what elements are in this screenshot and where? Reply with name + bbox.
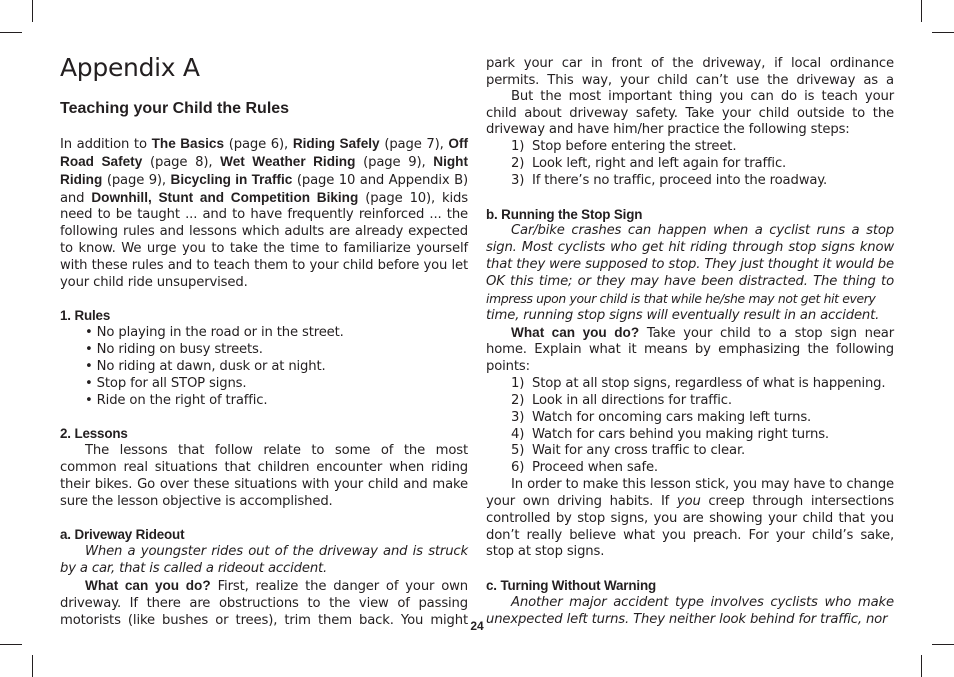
rules-heading: 1. Rules — [60, 308, 111, 324]
turning-heading: c. Turning Without Warning — [486, 578, 657, 594]
driveway-definition: When a youngster rides out of the driveway and is struck by a car, that is called a rideout accident. — [60, 544, 468, 577]
list-item: 3) Watch for oncoming cars making left turns. — [511, 409, 812, 425]
list-item: • Stop for all STOP signs. — [85, 376, 468, 393]
crop-mark — [932, 644, 954, 645]
list-item: 1) Stop before entering the street. — [511, 139, 737, 155]
list-item: 4) Watch for cars behind you making right turns. — [511, 426, 829, 442]
stop-sign-advice: What can you do? Take your child to a stop sign near home. Explain what it means by emphasizing the following points: — [486, 324, 894, 375]
crop-mark — [0, 32, 22, 33]
crop-mark — [932, 32, 954, 33]
list-item: 1) Stop at all stop signs, regardless of what is happening. — [511, 376, 886, 392]
right-column — [486, 55, 894, 629]
left-column — [60, 136, 468, 628]
crop-mark — [921, 655, 922, 677]
list-item: 5) Wait for any cross traffic to clear. — [511, 443, 746, 459]
page-number: 24 — [470, 619, 484, 633]
driveway-paragraph: But the most important thing you can do is teach your child about driveway safety. Take your child outside to the driveway and have him/her practice the following steps: — [486, 88, 894, 138]
list-item: 6) Proceed when safe. — [511, 460, 658, 476]
crop-mark — [0, 644, 22, 645]
turning-definition: Another major accident type involves cyclists who make unexpected left turns. They neither look behind for traffic, nor — [486, 595, 894, 627]
section-title: Teaching your Child the Rules — [60, 100, 290, 117]
rules-list — [60, 325, 468, 409]
lessons-paragraph: The lessons that follow relate to some of the most common real situations that children encounter when riding their bikes. Go over these situations with your child and make sure the lesson objective is accomplished. — [60, 443, 468, 509]
list-item: 2) Look left, right and left again for traffic. — [511, 156, 787, 172]
list-item: • Ride on the right of traffic. — [85, 393, 468, 410]
list-item: 3) If there’s no traffic, proceed into the roadway. — [511, 172, 828, 188]
list-item: • No riding at dawn, dusk or at night. — [85, 359, 468, 376]
intro-paragraph: In addition to The Basics (page 6), Riding Safely (page 7), Off Road Safety (page 8), Wet Weather Riding (page 9), Night Riding (page 9), Bicycling in Traffic (page 10 and Appendix B) and Downhill, Stunt and Competition Biking (page 10), kids need to be taught ... and to have frequently reinforced ... the following rules and lessons which adults are already expected to know. We urge you to take the time to familiarize yourself with these rules and to teach them to your child before you let your child ride unsupervised. — [60, 136, 469, 290]
crop-mark — [32, 655, 33, 677]
list-item: • No riding on busy streets. — [85, 342, 468, 359]
stop-sign-definition-line: time, running stop signs will eventually result in an accident. — [486, 307, 880, 323]
stop-sign-definition-line: impress upon your child is that while he/she may not get hit every — [486, 290, 876, 306]
list-item: • No playing in the road or in the street. — [85, 325, 468, 342]
crop-mark — [921, 0, 922, 22]
page-title: Appendix A — [60, 53, 200, 82]
stop-sign-definition: Car/bike crashes can happen when a cyclist runs a stop sign. Most cyclists who get hit riding through stop signs know that they were supposed to stop. They just thought it would be OK this time; or they may have been distracted. The thing to — [486, 223, 894, 289]
stop-sign-points — [486, 376, 894, 477]
driveway-advice: What can you do? First, realize the danger of your own driveway. If there are obstructions to the view of passing motorists (like bushes or trees), trim them back. You might — [60, 577, 468, 628]
driveway-heading: a. Driveway Rideout — [60, 527, 185, 543]
driveway-advice-continued: park your car in front of the driveway, if local ordinance permits. This way, your child can’t use the driveway as a — [486, 55, 894, 88]
stop-sign-paragraph: In order to make this lesson stick, you may have to change your own driving habits. If you creep through intersections controlled by stop signs, you are showing your child that you don’t really believe what you preach. For your child’s sake, stop at stop signs. — [486, 477, 894, 560]
driveway-steps — [486, 139, 894, 190]
stop-sign-heading: b. Running the Stop Sign — [486, 206, 643, 222]
lessons-heading: 2. Lessons — [60, 426, 128, 442]
list-item: 2) Look in all directions for traffic. — [511, 392, 732, 408]
crop-mark — [32, 0, 33, 22]
